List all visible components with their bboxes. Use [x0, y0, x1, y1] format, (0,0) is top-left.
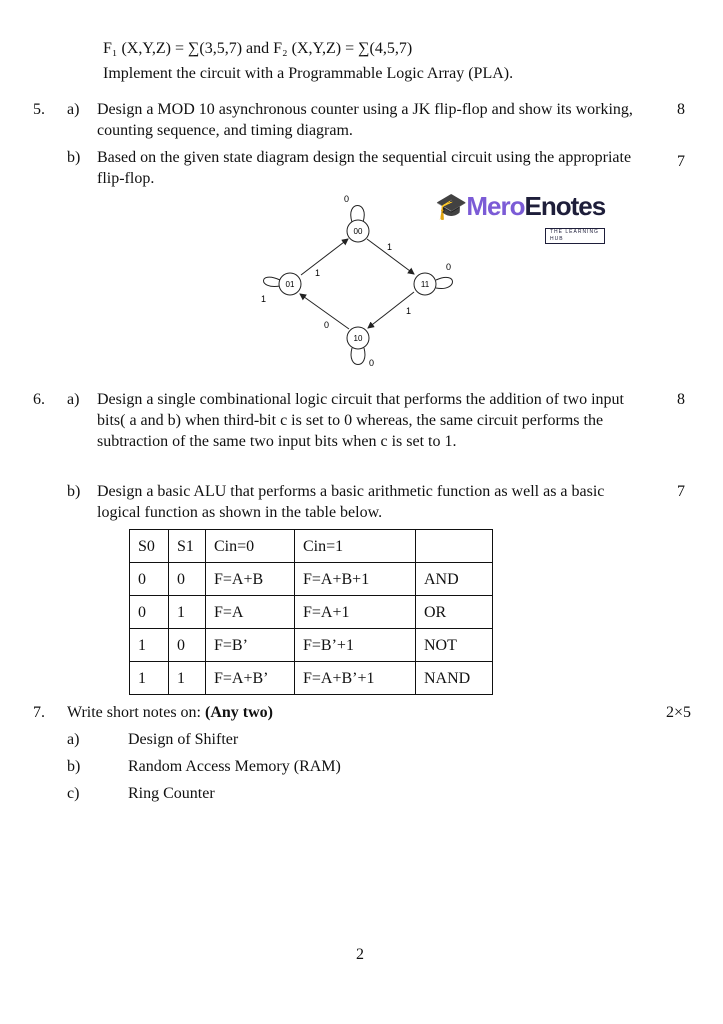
table-cell: F=B’ [206, 629, 295, 662]
table-cell: OR [416, 596, 493, 629]
table-cell: F=A+B [206, 563, 295, 596]
state-label: 11 [420, 280, 430, 289]
self-loop-11 [436, 277, 453, 288]
table-cell: F=A+B’ [206, 662, 295, 695]
table-header-cell: S0 [130, 530, 169, 563]
table-row [130, 629, 493, 662]
question-number: 7. [33, 704, 45, 721]
list-item-label: a) [67, 731, 80, 748]
table-row [130, 662, 493, 695]
question-text: Design a basic ALU that performs a basic arithmetic function as well as a basic logical function as shown in the table below. [97, 483, 605, 521]
transition-label: 1 [315, 268, 321, 278]
question-number: 6. [33, 391, 45, 408]
logo-mero: Mero [466, 191, 525, 221]
table-cell: 0 [130, 563, 169, 596]
marks: 7 [677, 153, 685, 170]
state-label: 10 [353, 334, 363, 343]
transition-label: 0 [344, 194, 350, 204]
table-cell: NAND [416, 662, 493, 695]
list-item-label: c) [67, 785, 80, 802]
table-cell: F=A+B+1 [295, 563, 416, 596]
transition-label: 0 [446, 262, 452, 272]
list-item: Random Access Memory (RAM) [128, 758, 341, 775]
logo-enotes: Enotes [524, 191, 606, 221]
table-cell: 0 [130, 596, 169, 629]
list-item: Design of Shifter [128, 731, 239, 748]
table-cell: F=A+1 [295, 596, 416, 629]
table-cell: F=B’+1 [295, 629, 416, 662]
question-prefix: Write short notes on: [67, 704, 205, 721]
subquestion-label: b) [67, 149, 81, 166]
meroenotes-logo [435, 191, 606, 242]
question-text [67, 702, 273, 723]
table-cell: 1 [130, 629, 169, 662]
self-loop-10 [351, 348, 365, 365]
table-cell: NOT [416, 629, 493, 662]
state-label: 00 [353, 227, 363, 236]
pla-instruction: Implement the circuit with a Programmable Logic Array (PLA). [103, 65, 514, 82]
question-text: Design a MOD 10 asynchronous counter using a JK flip-flop and show its working, counting sequence, and timing diagram. [97, 101, 633, 139]
logo-icon: 🎓 [435, 191, 467, 221]
question-number: 5. [33, 101, 45, 118]
transition-label: 0 [324, 320, 330, 330]
table-header-row [130, 530, 493, 563]
marks: 8 [677, 391, 685, 408]
table-header-cell: S1 [169, 530, 206, 563]
edge-01-to-00 [301, 239, 348, 275]
table-cell: F=A [206, 596, 295, 629]
table-cell: AND [416, 563, 493, 596]
marks: 2×5 [665, 704, 691, 721]
question-text: Design a single combinational logic circuit that performs the addition of two input bits( a and b) when third-bit c is set to 0 whereas, the same circuit performs the subtraction of the same two input bits when c is set to 1. [97, 391, 624, 450]
table-cell: 0 [169, 629, 206, 662]
table-cell: 0 [169, 563, 206, 596]
marks: 8 [677, 101, 685, 118]
list-item-label: b) [67, 758, 81, 775]
transition-label: 1 [406, 306, 412, 316]
logo-tagline: THE LEARNING HUB [545, 228, 605, 244]
transition-label: 1 [387, 242, 393, 252]
transition-label: 1 [261, 294, 267, 304]
alu-function-table [129, 529, 493, 695]
table-cell: 1 [169, 662, 206, 695]
table-header-cell: Cin=0 [206, 530, 295, 563]
page-number: 2 [356, 946, 364, 963]
pla-functions: F₁ (X,Y,Z) = ∑(3,5,7) and F₂ (X,Y,Z) = ∑(4,5,7) [103, 40, 413, 57]
table-header-cell: Cin=1 [295, 530, 416, 563]
transition-label: 0 [369, 358, 375, 368]
list-item: Ring Counter [128, 785, 215, 802]
self-loop-01 [264, 277, 281, 286]
table-cell: F=A+B’+1 [295, 662, 416, 695]
table-row [130, 596, 493, 629]
table-row [130, 563, 493, 596]
table-cell: 1 [169, 596, 206, 629]
state-label: 01 [285, 280, 295, 289]
table-cell: 1 [130, 662, 169, 695]
table-header-cell [416, 530, 493, 563]
subquestion-label: a) [67, 391, 80, 408]
subquestion-label: b) [67, 483, 81, 500]
question-text: Based on the given state diagram design the sequential circuit using the appropriate flip-flop. [97, 149, 632, 187]
question-emphasis: (Any two) [205, 704, 273, 721]
subquestion-label: a) [67, 101, 80, 118]
marks: 7 [677, 483, 685, 500]
